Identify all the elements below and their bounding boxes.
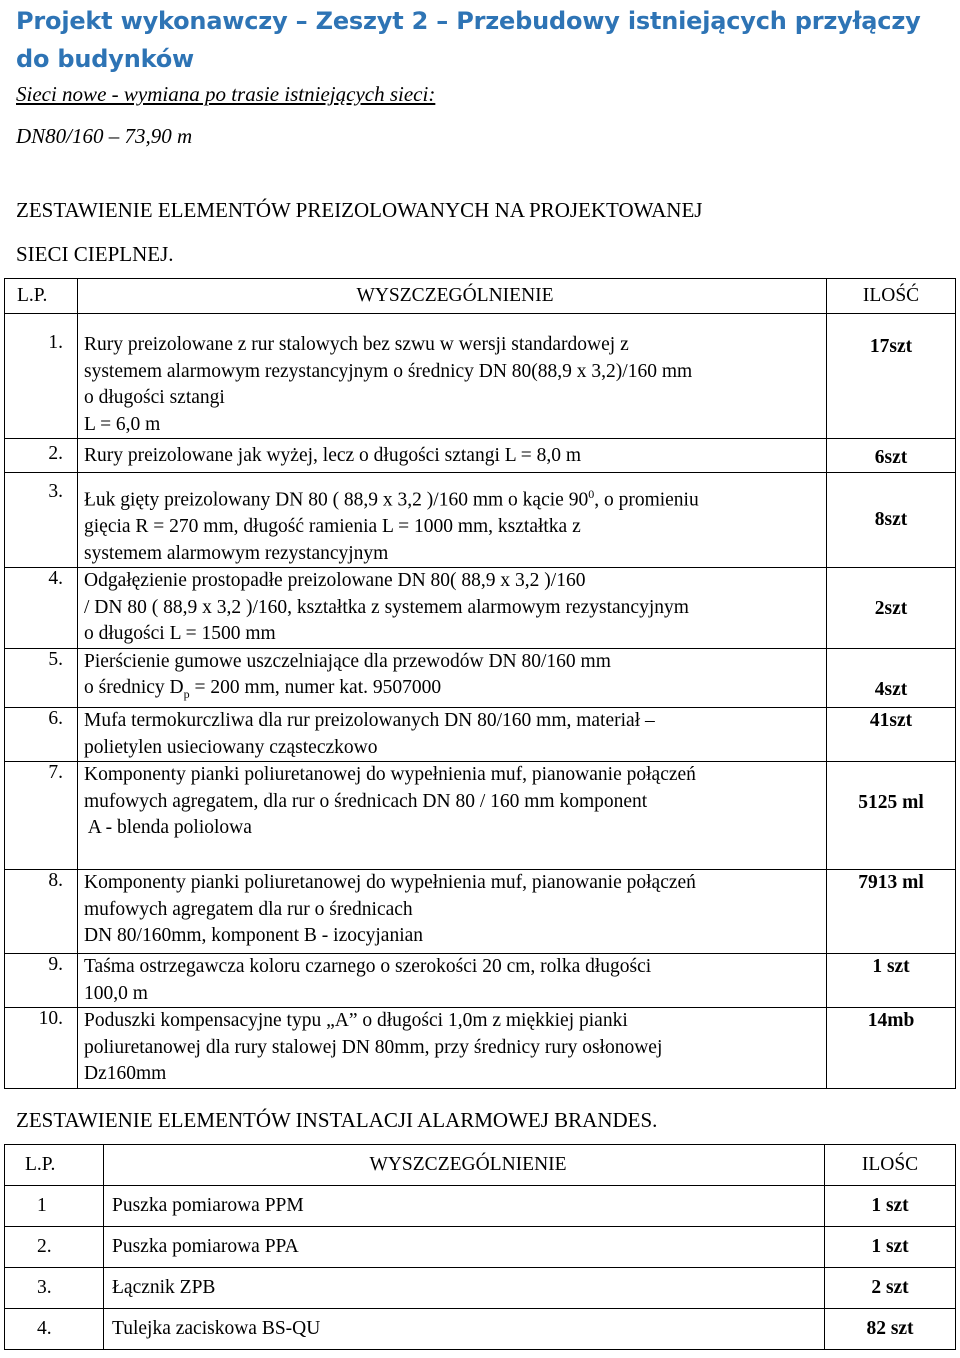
description-line: Dz160mm <box>84 1063 167 1085</box>
description-text: Łuk gięty preizolowany DN 80 ( 88,9 x 3,2 )/160 mm o kącie 90 <box>84 489 589 511</box>
row-description <box>78 648 827 708</box>
row-description: Tulejka zaciskowa BS-QU <box>104 1309 825 1350</box>
description-line: Rury preizolowane z rur stalowych bez szwu w wersji standardowej z <box>84 334 629 355</box>
row-quantity: 7913 ml <box>827 870 956 954</box>
description-line: polietylen usieciowany cząsteczkowo <box>84 736 378 758</box>
row-number: 2. <box>5 439 78 473</box>
dn-length-line: DN80/160 – 73,90 m <box>16 124 193 148</box>
section1-heading-line2: SIECI CIEPLNEJ. <box>16 242 174 266</box>
row-quantity: 1 szt <box>825 1186 956 1227</box>
row-description <box>78 568 827 649</box>
row-description <box>78 314 827 439</box>
document-subtitle: Sieci nowe - wymiana po trasie istniejących sieci: <box>16 82 436 106</box>
description-line: 100,0 m <box>84 982 148 1004</box>
row-quantity: 6szt <box>827 439 956 473</box>
table-row <box>5 1008 956 1089</box>
description-line: systemem alarmowym rezystancyjnym <box>84 542 389 564</box>
row-number: 1 <box>5 1186 104 1227</box>
description-line: gięcia R = 270 mm, długość ramienia L = 1000 mm, kształtka z <box>84 516 581 537</box>
row-description <box>78 870 827 954</box>
description-line: mufowych agregatem, dla rur o średnicach DN 80 / 160 mm komponent <box>84 790 648 812</box>
row-number: 4. <box>5 568 78 649</box>
row-description <box>78 1008 827 1089</box>
row-number: 8. <box>5 870 78 954</box>
preinsulated-elements-table <box>4 278 956 1089</box>
row-number: 1. <box>5 314 78 439</box>
table-row <box>5 1227 956 1268</box>
table-header-row <box>5 1145 956 1186</box>
table-header-row <box>5 279 956 314</box>
table-row <box>5 762 956 870</box>
row-number: 6. <box>5 708 78 762</box>
description-text: o średnicy D <box>84 677 184 698</box>
description-line: DN 80/160mm, komponent B - izocyjanian <box>84 925 424 947</box>
table-row <box>5 1186 956 1227</box>
description-text: = 200 mm, numer kat. 9507000 <box>194 677 442 698</box>
table-row <box>5 439 956 473</box>
description-line: Pierścienie gumowe uszczelniające dla przewodów DN 80/160 mm <box>84 650 611 672</box>
description-line: Komponenty pianki poliuretanowej do wypełnienia muf, pianowanie połączeń <box>84 764 696 786</box>
description-line <box>84 675 826 707</box>
column-header-quantity: ILOŚĆ <box>827 279 956 314</box>
table-row <box>5 1268 956 1309</box>
row-number: 5. <box>5 648 78 708</box>
description-line: Odgałęzienie prostopadłe preizolowane DN 80( 88,9 x 3,2 )/160 <box>84 570 586 591</box>
row-number: 7. <box>5 762 78 870</box>
row-description <box>78 762 827 870</box>
row-quantity: 17szt <box>827 314 956 439</box>
row-quantity: 1 szt <box>827 954 956 1008</box>
description-line: systemem alarmowym rezystancyjnym o średnicy DN 80(88,9 x 3,2)/160 mm <box>84 360 693 382</box>
row-description <box>78 473 827 568</box>
row-quantity: 82 szt <box>825 1309 956 1350</box>
row-quantity: 2szt <box>827 568 956 649</box>
description-line: poliuretanowej dla rury stalowej DN 80mm, przy średnicy rury osłonowej <box>84 1036 663 1058</box>
description-line: mufowych agregatem dla rur o średnicach <box>84 898 413 920</box>
row-quantity: 41szt <box>827 708 956 762</box>
row-quantity: 5125 ml <box>827 762 956 870</box>
row-quantity: 14mb <box>827 1008 956 1089</box>
section2-heading: ZESTAWIENIE ELEMENTÓW INSTALACJI ALARMOWEJ BRANDES. <box>16 1108 658 1132</box>
table-row <box>5 708 956 762</box>
column-header-quantity: ILOŚC <box>825 1145 956 1186</box>
row-number: 10. <box>5 1008 78 1089</box>
table-row <box>5 1309 956 1350</box>
row-description <box>78 439 827 473</box>
column-header-description: WYSZCZEGÓLNIENIE <box>78 279 827 314</box>
document-title: Projekt wykonawczy – Zeszyt 2 – Przebudowy istniejących przyłączy do budynków <box>16 7 921 73</box>
description-line: Komponenty pianki poliuretanowej do wypełnienia muf, pianowanie połączeń <box>84 872 696 894</box>
row-number: 2. <box>5 1227 104 1268</box>
degree-superscript: 0 <box>588 487 595 501</box>
alarm-installation-table <box>4 1144 956 1350</box>
description-line: / DN 80 ( 88,9 x 3,2 )/160, kształtka z systemem alarmowym rezystancyjnym <box>84 596 689 618</box>
row-description <box>78 708 827 762</box>
table-row <box>5 314 956 439</box>
row-description: Łącznik ZPB <box>104 1268 825 1309</box>
row-quantity: 2 szt <box>825 1268 956 1309</box>
description-line: A - blenda poliolowa <box>84 817 252 839</box>
column-header-lp: L.P. <box>5 1145 104 1186</box>
row-description <box>78 954 827 1008</box>
table-row <box>5 870 956 954</box>
row-quantity: 1 szt <box>825 1227 956 1268</box>
section1-heading-line1: ZESTAWIENIE ELEMENTÓW PREIZOLOWANYCH NA PROJEKTOWANEJ <box>16 198 703 222</box>
subscript: p <box>183 686 190 701</box>
description-line: Mufa termokurczliwa dla rur preizolowanych DN 80/160 mm, materiał – <box>84 710 655 732</box>
table-row <box>5 954 956 1008</box>
row-number: 9. <box>5 954 78 1008</box>
row-number: 4. <box>5 1309 104 1350</box>
column-header-lp: L.P. <box>5 279 78 314</box>
row-quantity: 4szt <box>827 648 956 708</box>
row-number: 3. <box>5 473 78 568</box>
description-line: o długości sztangi <box>84 387 225 408</box>
table-row <box>5 648 956 708</box>
table-row <box>5 473 956 568</box>
description-line: Taśma ostrzegawcza koloru czarnego o szerokości 20 cm, rolka długości <box>84 956 652 978</box>
description-line: L = 6,0 m <box>84 413 161 435</box>
column-header-description: WYSZCZEGÓLNIENIE <box>104 1145 825 1186</box>
description-line <box>84 481 826 514</box>
description-line: Rury preizolowane jak wyżej, lecz o długości sztangi L = 8,0 m <box>84 445 582 466</box>
row-description: Puszka pomiarowa PPA <box>104 1227 825 1268</box>
row-description: Puszka pomiarowa PPM <box>104 1186 825 1227</box>
row-number: 3. <box>5 1268 104 1309</box>
description-line: Poduszki kompensacyjne typu „A” o długości 1,0m z miękkiej pianki <box>84 1010 628 1032</box>
description-line: o długości L = 1500 mm <box>84 623 276 644</box>
description-text: , o promieniu <box>594 489 699 511</box>
row-quantity: 8szt <box>827 473 956 568</box>
table-row <box>5 568 956 649</box>
